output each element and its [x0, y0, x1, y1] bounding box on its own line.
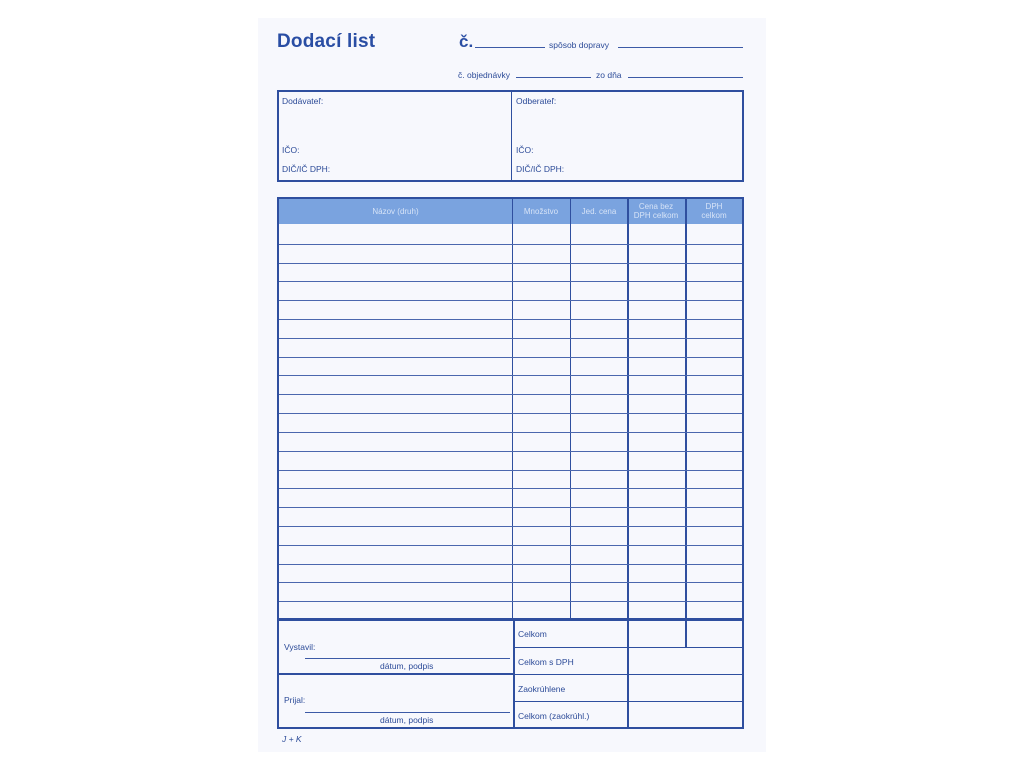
- supplier-label: Dodávateľ:: [282, 96, 324, 106]
- table-row-line: [279, 470, 742, 471]
- customer-ico-label: IČO:: [516, 145, 534, 155]
- signature-divider: [278, 673, 514, 675]
- table-row-line: [279, 564, 742, 565]
- table-row-line: [279, 263, 742, 264]
- order-date-field[interactable]: [628, 77, 743, 78]
- table-row-line: [279, 375, 742, 376]
- received-by-signature-field[interactable]: [305, 712, 510, 713]
- issued-by-label: Vystavil:: [284, 642, 316, 652]
- table-row-line: [279, 432, 742, 433]
- table-row-line: [279, 488, 742, 489]
- table-row-line: [279, 413, 742, 414]
- totals-row-line: [629, 647, 743, 648]
- table-row-line: [279, 545, 742, 546]
- table-row-line: [279, 394, 742, 395]
- totals-row-line: [514, 674, 743, 675]
- column-header-vat-total: DPH celkom: [701, 202, 727, 220]
- transport-field[interactable]: [618, 47, 743, 48]
- table-row-line: [279, 507, 742, 508]
- customer-dic-label: DIČ/IČ DPH:: [516, 164, 565, 174]
- order-number-label: č. objednávky: [458, 70, 510, 80]
- table-row-line: [279, 451, 742, 452]
- column-divider: [685, 199, 687, 647]
- column-divider: [627, 199, 629, 647]
- supplier-ico-label: IČO:: [282, 145, 300, 155]
- order-number-field[interactable]: [516, 77, 591, 78]
- table-row-line: [279, 244, 742, 245]
- issued-by-signature-field[interactable]: [305, 658, 510, 659]
- supplier-dic-label: DIČ/IČ DPH:: [282, 164, 331, 174]
- table-row-line: [279, 582, 742, 583]
- received-by-label: Prijal:: [284, 695, 306, 705]
- column-header-price-without-vat: Cena bez DPH celkom: [633, 202, 679, 220]
- column-header-name: Názov (druh): [372, 207, 419, 216]
- number-field[interactable]: [475, 47, 545, 48]
- print-mark: J + K: [282, 734, 302, 744]
- table-row-line: [279, 357, 742, 358]
- totals-row-line: [514, 647, 628, 648]
- totals-row-line: [514, 701, 743, 702]
- transport-label: spôsob dopravy: [549, 40, 610, 50]
- table-row-line: [279, 526, 742, 527]
- table-row-line: [279, 338, 742, 339]
- rounded-label: Zaokrúhlene: [518, 684, 566, 694]
- order-date-label: zo dňa: [596, 70, 622, 80]
- column-header-quantity: Množstvo: [523, 207, 559, 216]
- received-date-sign-label: dátum, podpis: [380, 715, 434, 725]
- items-table: [277, 197, 744, 620]
- table-row-line: [279, 300, 742, 301]
- table-row-line: [279, 601, 742, 602]
- total-rounded-label: Celkom (zaokrúhl.): [518, 711, 590, 721]
- table-row-line: [279, 319, 742, 320]
- column-header-unit-price: Jed. cena: [581, 207, 617, 216]
- number-label: č.: [459, 32, 474, 51]
- parties-divider: [511, 91, 512, 181]
- table-row-line: [279, 281, 742, 282]
- issued-date-sign-label: dátum, podpis: [380, 661, 434, 671]
- total-with-vat-label: Celkom s DPH: [518, 657, 574, 667]
- form-title: Dodací list: [277, 31, 376, 52]
- total-label: Celkom: [518, 629, 547, 639]
- customer-label: Odberateľ:: [516, 96, 557, 106]
